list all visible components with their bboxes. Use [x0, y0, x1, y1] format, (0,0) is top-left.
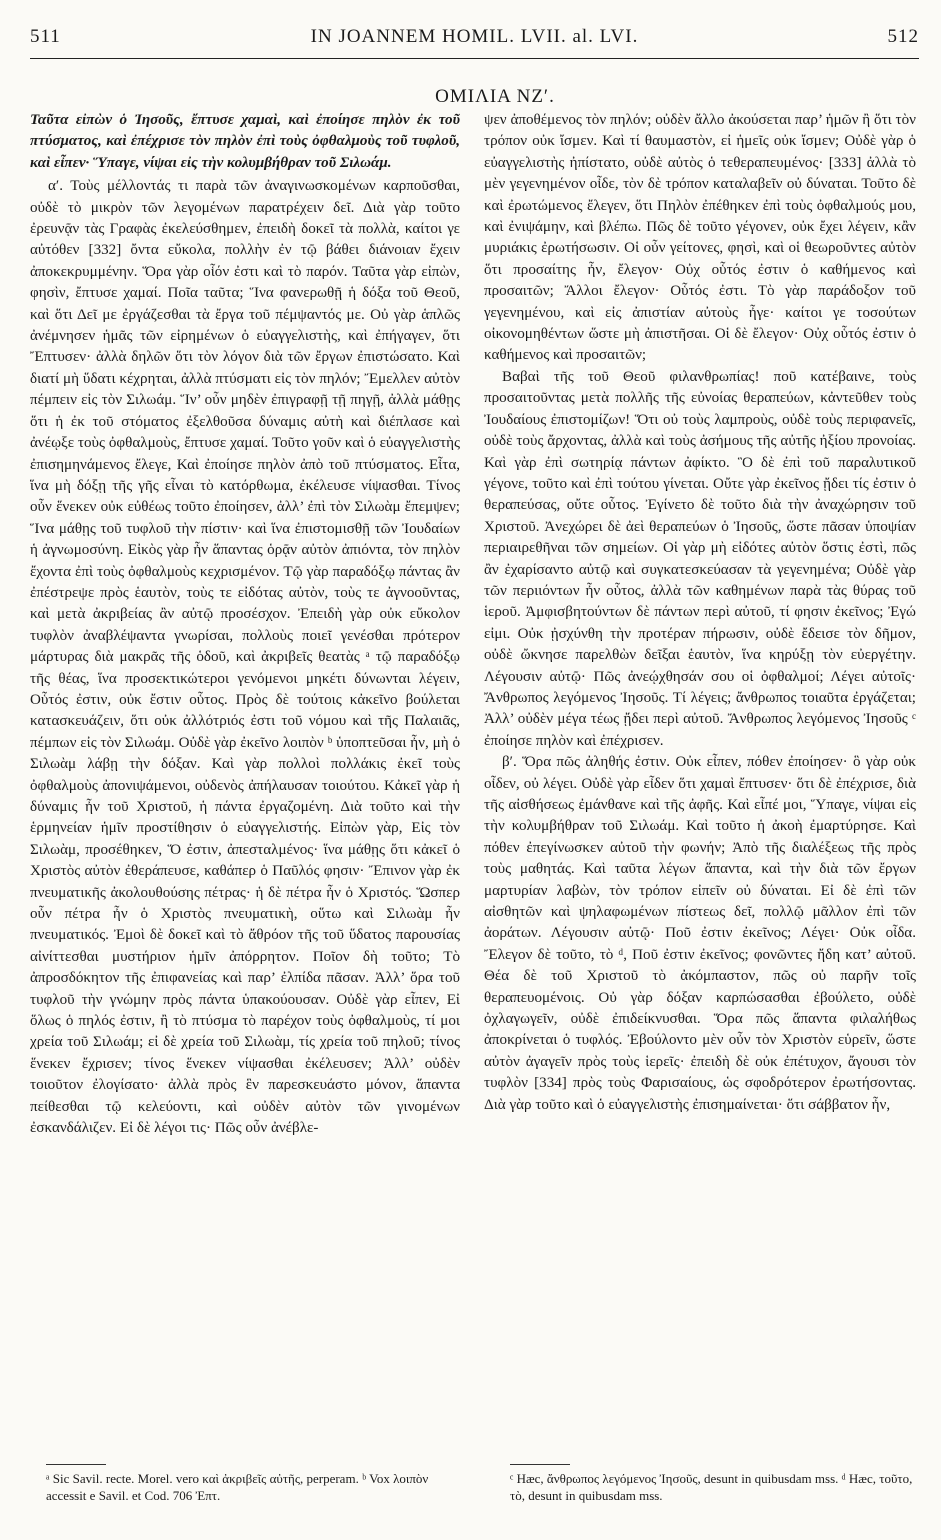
right-column — [484, 110, 916, 1116]
page-number-right: 512 — [887, 26, 919, 47]
footnote-right: ᶜ Hæc, ἄνθρωπος λεγόμενος Ἰησοῦς, desunt in quibusdam mss. ᵈ Hæc, τοῦτο, τὸ, desunt in quibusdam mss. — [510, 1471, 913, 1503]
footnote-left: ᵃ Sic Savil. recte. Morel. vero καὶ ἀκριβεῖς αὐτῆς, perperam. ᵇ Vox λοιπὸν accessit e Savil. et Cod. 706 Ἐπτ. — [46, 1471, 429, 1503]
page-number-left: 511 — [30, 26, 61, 47]
paragraph: αʹ. Τοὺς μέλλοντάς τι παρὰ τῶν ἀναγινωσκομένων καρποῦσθαι, οὐδὲ τὸ μικρὸν τῶν λεγομένων παρατρέχειν δεῖ. Διὰ γὰρ τοῦτο ἐρευνᾷν τὰς Γραφὰς ἐκελεύσθημεν, ἐπειδὴ δοκεῖ τὰ πολλὰ, καίτοι γε αὐτόθεν [332] ὄντα εὔκολα, πολλὴν ἐν τῷ βάθει διάνοιαν ἔχειν ἀποκεκρυμμένην. Ὅρα γὰρ οἷόν ἐστι καὶ τὸ παρόν. Ταῦτα γὰρ εἰπὼν, φησὶν, ἔπτυσε χαμαί. Ποῖα ταῦτα; Ἵνα φανερωθῇ ἡ δόξα τοῦ Θεοῦ, καὶ ὅτι Δεῖ με ἐργάζεσθαι τὰ ἔργα τοῦ πέμψαντός με. Οὐ γὰρ ἁπλῶς ἀνέμνησεν ἡμᾶς τῶν εἰρημένων ὁ εὐαγγελιστὴς, καὶ ἐπήγαγεν, ὅτι Ἔπτυσεν· ἀλλὰ δηλῶν ὅτι τὸν λόγον διὰ τῶν ἔργων ἐπιστώσατο. Καὶ διατί μὴ ὕδατι κέχρηται, ἀλλὰ πτύσματι εἰς τὸν πηλόν; Ἔμελλεν αὐτὸν πέμπειν εἰς τὸν Σιλωάμ. Ἵν’ οὖν μηδὲν ἐπιγραφῇ τῇ πηγῇ, ἀλλὰ μάθῃς ὅτι ἡ ἐκ τοῦ στόματος ἐξελθοῦσα δύναμις αὐτὴ καὶ διέπλασε καὶ ἀνέῳξε τοὺς ὀφθαλμοὺς, ἔπτυσε χαμαί. Τοῦτο γοῦν καὶ ὁ εὐαγγελιστὴς ἐπισημηνάμενος ἔλεγε, Καὶ ἐποίησε πηλὸν ἀπὸ τοῦ πτύσματος. Εἶτα, ἵνα μὴ δόξῃ τῆς γῆς εἶναι τὸ κατόρθωμα, ἐκέλευσε νίψασθαι. Τίνος οὖν ἕνεκεν οὐκ εὐθέως τοῦτο ἐποίησεν, ἀλλ’ ἐπὶ τὸν Σιλωὰμ ἔπεμψεν; Ἵνα μάθῃς τοῦ τυφλοῦ τὴν πίστιν· καὶ ἵνα ἐπιστομισθῇ τῶν Ἰουδαίων ἡ ἀγνωμοσύνη. Εἰκὸς γὰρ ἦν ἅπαντας ὁρᾷν αὐτὸν ἀπιόντα, τὸν πηλὸν ἔχοντα ἐπὶ τοὺς ὀφθαλμοὺς κεχρισμένον. Τῷ γὰρ παραδόξῳ πάντας ἂν ἐπέστρεψε πρὸς ἑαυτὸν, τοὺς τε εἰδότας αὐτὸν, τοὺς τε ἀγνοοῦντας, καὶ μετὰ ἀκριβείας ἂν αὐτῷ προσέσχον. Ἐπειδὴ γὰρ οὐκ εὔκολον τυφλὸν ἀναβλέψαντα γνωρίσαι, πολλοὺς ποιεῖ γενέσθαι πρότερον μάρτυρας διὰ μακρᾶς τῆς ὁδοῦ, καὶ ἀκριβεῖς θεατὰς ᵃ τῷ παραδόξῳ τῆς θέας, ἵνα προσεκτικώτεροι γενόμενοι μηκέτι δύνωνται λέγειν, Οὗτός ἐστιν, οὐκ ἔστιν οὗτος. Πρὸς δὲ τούτοις κἀκεῖνο βούλεται κατασκευάζειν, ὅτι οὐκ ἀλλότριός ἐστι τοῦ νόμου καὶ τῆς Παλαιᾶς, πέμπων εἰς τὸν Σιλωάμ. Οὐδὲ γὰρ ἐκεῖνο λοιπὸν ᵇ ὑποπτεῦσαι ἦν, μὴ ὁ Σιλωὰμ λάβῃ τὴν δόξαν. Καὶ γὰρ πολλοὶ πολλάκις ἐκεῖ τοὺς ὀφθαλμοὺς ἀπονιψάμενοι, οὐδενὸς ἀπήλαυσαν τοιούτου. Κἀκεῖ γὰρ ἡ δύναμις ἦν τοῦ Χριστοῦ, ἡ πάντα ἐργαζομένη. Διὰ τοῦτο καὶ τὴν ἑρμηνείαν ἡμῖν προστίθησιν ὁ εὐαγγελιστής. Εἰπὼν γὰρ, Εἰς τὸν Σιλωὰμ, προσέθηκεν, Ὅ ἐστιν, ἀπεσταλμένος· ἵνα μάθῃς ὅτι κἀκεῖ ὁ Χριστὸς αὐτὸν ἐθεράπευσε, καθάπερ ὁ Παῦλός φησιν· Ἔπινον γὰρ ἐκ πνευματικῆς ἀκολουθούσης πέτρας· ἡ δὲ πέτρα ἦν ὁ Χριστός. Ὥσπερ οὖν πέτρα ἦν ὁ Χριστὸς πνευματικὴ, οὕτω καὶ Σιλωὰμ ἦν πνευματικός. Ἐμοὶ δὲ δοκεῖ καὶ τὸ ἄθρόον τῆς τοῦ ὕδατος παρουσίας αἰνίττεσθαι μυστήριον ἡμῖν ἀπόρρητον. Ποῖον δὴ τοῦτο; Τὸ ἀπροσδόκητον τῆς ἐπιφανείας καὶ παρ’ ἐλπίδα πᾶσαν. Ἀλλ’ ὅρα τοῦ τυφλοῦ τὴν γνώμην πρὸς πάντα ὑπακούουσαν. Οὐδὲ γὰρ εἶπεν, Εἰ ὅλως ὁ πηλός ἐστιν, ἢ τὸ πτύσμα τὸ παρέχον τοὺς ὀφθαλμοὺς, τί μοι χρεία τοῦ Σιλωάμ; εἰ δὲ χρεία τοῦ Σιλωὰμ, τίς χρεία τοῦ πηλοῦ; τίνος ἕνεκεν ἔχρισεν; τίνος ἕνεκεν νίψασθαι ἐκέλευσεν; Ἀλλ’ οὐδὲν τοιοῦτον ἐλογίσατο· ἀλλὰ πρὸς ἓν παρεσκευάστο μόνον, ἅπαντα πείθεσθαι τῷ κελεύοντι, καὶ οὐδὲν αὐτὸν τῶν γινομένων ἐσκανδάλιζεν. Εἰ δὲ λέγοι τις· Πῶς οὖν ἀνέβλε- — [30, 178, 460, 1137]
footnote-rule-left — [46, 1464, 106, 1465]
running-title: IN JOANNEM HOMIL. LVII. al. LVI. — [310, 26, 639, 47]
paragraph: Βαβαὶ τῆς τοῦ Θεοῦ φιλανθρωπίας! ποῦ κατέβαινε, τοὺς προσαιτοῦντας μετὰ πολλῆς τῆς εὐνοίας θεραπεύων, κἀντεῦθεν τοὺς Ἰουδαίους ἐπιστομίζων! Ὅτι οὐ τοὺς λαμπροὺς, οὐδὲ τοὺς περιφανεῖς, οὐδὲ τοὺς ἄρχοντας, ἀλλὰ καὶ τοὺς ἀσήμους τῆς αὐτῆς ἠξίου προνοίας. Καὶ γὰρ ἐπὶ σωτηρίᾳ πάντων ἀφίκτο. Ὃ δὲ ἐπὶ τοῦ παραλυτικοῦ γέγονε, τοῦτο καὶ ἐπὶ τούτου γίνεται. Οὔτε γὰρ ἐκεῖνος ᾔδει τίς ἐστιν ὁ θεραπεύσας, οὔτε οὗτος. Ἐγίνετο δὲ τοῦτο διὰ τὴν ἀναχώρησιν τοῦ Χριστοῦ. Ἀνεχώρει δὲ ἀεὶ θεραπεύων ὁ Ἰησοῦς, ὥστε πᾶσαν ὑποψίαν περιαιρεθῆναι τῶν σημείων. Οἱ γὰρ μὴ εἰδότες αὐτὸν ὅστις ἐστὶ, πῶς ἂν ἐχαρίσαντο αὐτῷ καὶ συγκατεσκεύασαν τὰ γεγενημένα; Οὐδὲ γὰρ τῶν περιιόντων ἦν οὗτος, ἀλλὰ τῶν καθημένων παρὰ τὰς θύρας τοῦ ἱεροῦ. Ἀμφισβητούντων δὲ πάντων περὶ αὐτοῦ, τί φησιν ἐκεῖνος; Ἐγώ εἰμι. Οὐκ ᾐσχύνθη τὴν προτέραν πήρωσιν, οὐδὲ ἔδεισε τὸν δῆμον, οὐδὲ ὤκνησε παρελθὼν δεῖξαι ἑαυτὸν, ἵνα κηρύξῃ τὸν εὐεργέτην. Λέγουσιν αὐτῷ· Πῶς ἀνεῴχθησάν σου οἱ ὀφθαλμοί; Λέγει αὐτοῖς· Ἄνθρωπος λεγόμενος Ἰησοῦς. Τί λέγεις; ἄνθρωπος τοιαῦτα ἐργάζεται; Ἀλλ’ οὐδὲν μέγα τέως ᾔδει περὶ αὐτοῦ. Ἄνθρωπος λεγόμενος Ἰησοῦς ᶜ ἐποίησε πηλὸν καὶ ἐπέχρισεν. — [484, 368, 916, 749]
header-rule — [30, 58, 919, 59]
footnote-rule-right — [510, 1464, 570, 1465]
left-column — [30, 110, 460, 1140]
paragraph: ψεν ἀποθέμενος τὸν πηλόν; οὐδὲν ἄλλο ἀκούσεται παρ’ ἡμῶν ἢ ὅτι τὸν τρόπον οὐκ ἴσμεν. Καὶ τί θαυμαστὸν, εἰ ἡμεῖς οὐκ ἴσμεν; Οὐδὲ γὰρ ὁ εὐαγγελιστὴς ἠπίστατο, οὐδὲ αὐτὸς ὁ τεθεραπευμένος· [333] ἀλλὰ τὸ μὲν γεγενημένον οἶδε, τὸν δὲ τρόπον καταλαβεῖν οὐ δύναται. Τοῦτο δὲ καὶ ἐρωτώμενος ἔλεγεν, ὅτι Πηλὸν ἐπέθηκεν ἐπὶ τοὺς ὀφθαλμούς μου, καὶ ἐνιψάμην, καὶ βλέπω. Πῶς δὲ τοῦτο γέγονεν, οὐκ ἔχει λέγειν, κἂν μυριάκις ἐρωτήσωσιν. Οἱ οὖν γείτονες, φησὶ, καὶ οἱ θεωροῦντες αὐτὸν ὅτι προσαίτης ἦν, ἔλεγον· Οὐχ οὗτός ἐστιν ὁ καθήμενος καὶ προσαιτῶν; Ἄλλοι ἔλεγον· Οὗτός ἐστι. Τὸ γὰρ παράδοξον τοῦ γεγενημένου, καὶ εἰς ἀπιστίαν αὐτοὺς ἦγε· καίτοι γε τοσούτων οἰκονομηθέντων ὥστε μὴ ἀπιστῆσαι. Οἱ δὲ ἔλεγον· Οὐχ οὗτός ἐστιν ὁ καθήμενος καὶ προσαιτῶν; — [484, 112, 916, 364]
running-header — [30, 26, 919, 52]
scripture-lemma: Ταῦτα εἰπὼν ὁ Ἰησοῦς, ἔπτυσε χαμαὶ, καὶ ἐποίησε πηλὸν ἐκ τοῦ πτύσματος, καὶ ἐπέχρισε τὸν πηλὸν ἐπὶ τοὺς ὀφθαλμοὺς τοῦ τυφλοῦ, καὶ εἶπεν· Ὕπαγε, νίψαι εἰς τὴν κολυμβήθραν τοῦ Σιλωάμ. — [30, 112, 460, 171]
paragraph: βʹ. Ὅρα πῶς ἀληθής ἐστιν. Οὐκ εἶπεν, πόθεν ἐποίησεν· ὃ γὰρ οὐκ οἶδεν, οὐ λέγει. Οὐδὲ γὰρ εἶδεν ὅτι χαμαὶ ἔπτυσεν· ὅτι δὲ ἐπέχρισε, διὰ τῆς αἰσθήσεως ἐμάνθανε καὶ τῆς ἀφῆς. Καὶ εἶπέ μοι, Ὕπαγε, νίψαι εἰς τὴν κολυμβήθραν τοῦ Σιλωάμ. Καὶ τοῦτο ἡ ἀκοὴ ἐμαρτύρησε. Καὶ πόθεν ἐπεγίνωσκεν αὐτοῦ τὴν φωνήν; Ἀπὸ τῆς διαλέξεως τῆς πρὸς τοὺς μαθητάς. Καὶ ταῦτα λέγων ἅπαντα, καὶ τὴν διὰ τῶν ἔργων μαρτυρίαν λαβὼν, τὸν τρόπον εἰπεῖν οὐ δύναται. Εἰ δὲ ἐπὶ τῶν αἰσθητῶν καὶ ψηλαφωμένων πίστεως δεῖ, πολλῷ μᾶλλον ἐπὶ τῶν ἀοράτων. Λέγουσιν αὐτῷ· Ποῦ ἐστιν ἐκεῖνος; Λέγει· Οὐκ οἶδα. Ἔλεγον δὲ τοῦτο, τὸ ᵈ, Ποῦ ἐστιν ἐκεῖνος; φονῶντες ἤδη κατ’ αὐτοῦ. Θέα δὲ τοῦ Χριστοῦ τὸ ἀκόμπαστον, πῶς οὐ παρῆν τοῖς θεραπευομένοις. Οὐ γὰρ δόξαν καρπώσασθαι ἐβούλετο, οὐδὲ ὀχλαγωγεῖν, οὐδὲ ἐπιδείκνυσθαι. Ὅρα πῶς ἅπαντα φιλαλήθως ἀποκρίνεται ὁ τυφλός. Ἐβούλοντο μὲν οὖν τὸν Χριστὸν εὑρεῖν, ὥστε αὐτὸν ἀγαγεῖν πρὸς τοὺς ἱερεῖς· ἐπειδὴ δὲ οὐκ ἐπέτυχον, ἄγουσι τὸν τυφλὸν [334] πρὸς τοὺς Φαρισαίους, ὡς σφοδρότερον ἐρωτήσοντας. Διὰ γὰρ τοῦτο καὶ ὁ εὐαγγελιστὴς ἐπισημαίνεται· ὅτι σάββατον ἦν, — [484, 754, 916, 1113]
homily-title: ΟΜΙΛΙΑ ΝΖʹ. — [435, 86, 555, 107]
